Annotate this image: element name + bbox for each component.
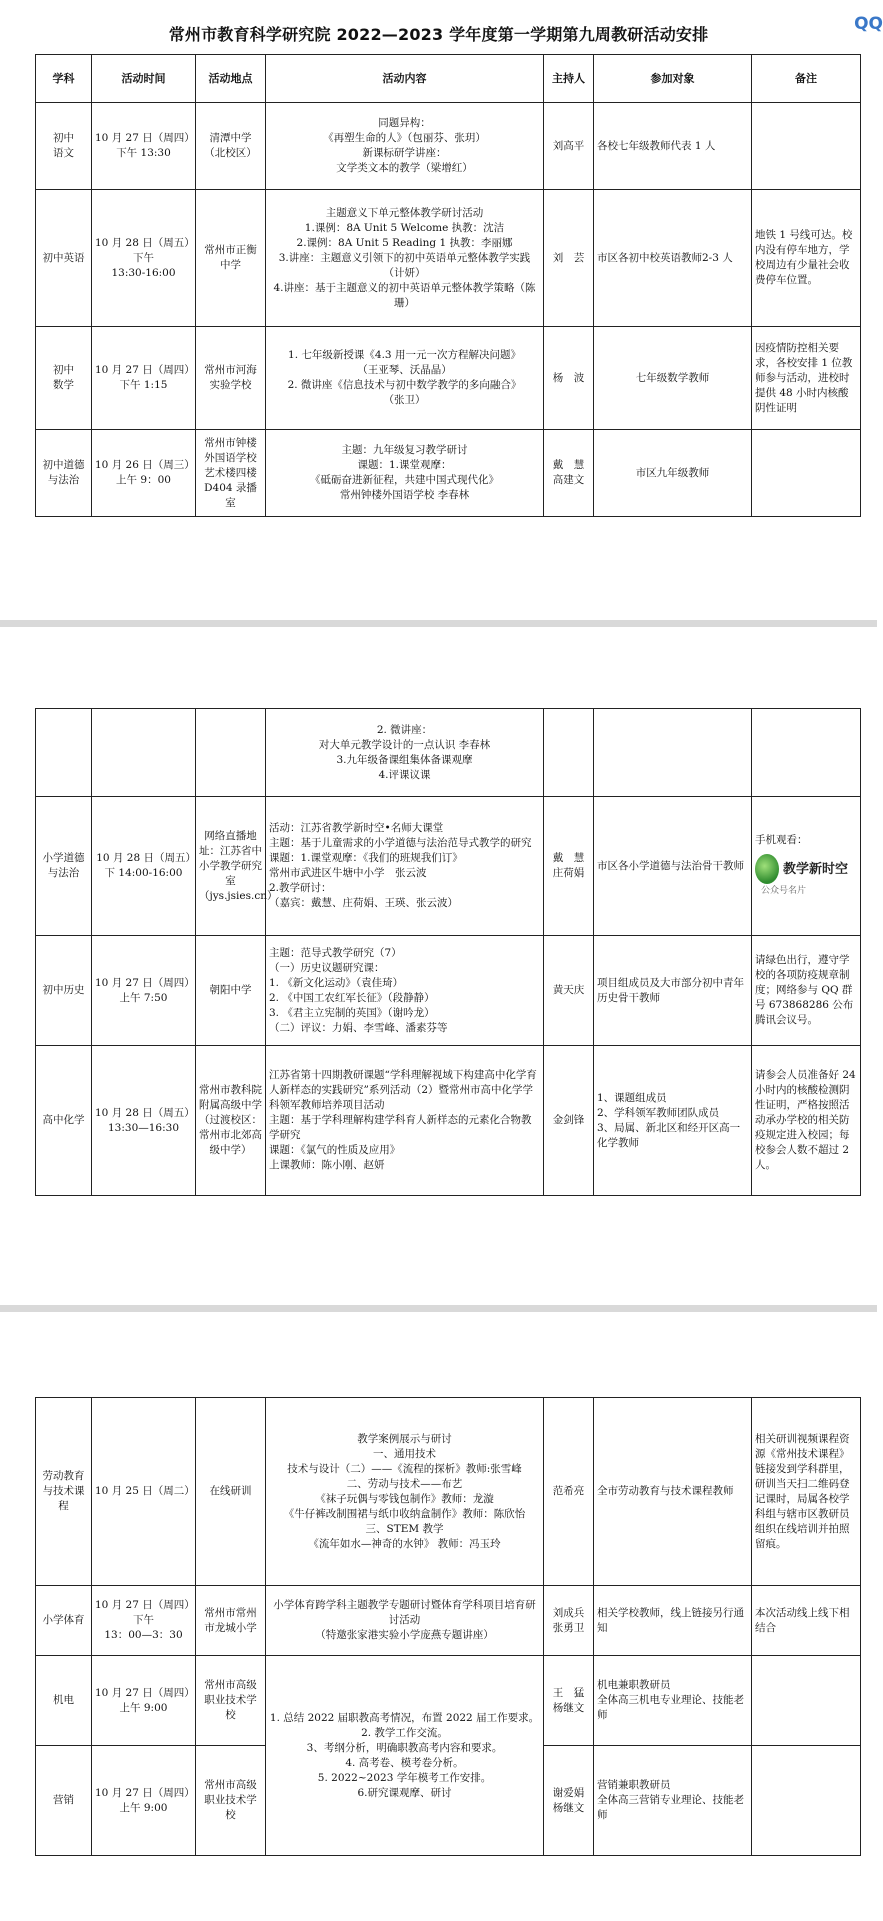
cell-line: （特邀张家港实验小学庞燕专题讲座） [315,1629,494,1641]
cell-line: 3、局属、新北区和经开区高一化学教师 [597,1121,741,1149]
cell-content [266,1398,544,1586]
cell-line: 庄荷娟 [552,867,585,879]
cell-line: 谢爱娟 [552,1786,585,1799]
cell-audience [594,797,752,936]
cell-line: 3.九年级备课组集体备课观摩 [336,753,473,766]
cell-line: 与法治 [47,474,80,486]
cell-line: 3、考纲分析，明确职教高考内容和要求。 [306,1741,503,1754]
cell-subject [36,327,92,430]
cell-line: 常州市高级 [204,1779,257,1791]
cell-line: 刘 芸 [552,251,585,264]
cell-line: 《砥砺奋进新征程，共建中国式现代化》 [310,474,499,486]
cell-place [196,709,266,797]
cell-line: 2. 微讲座《信息技术与初中数学教学的多向融合》 [287,379,522,391]
cell-line: （嘉宾：戴慧、庄荷娟、王瑛、张云波） [269,897,458,909]
cell-note [752,1586,861,1656]
cell-line: （一）历史议题研究课： [269,961,385,974]
cell-line: 10 月 28 日（周五） [95,1106,195,1119]
table-row [36,797,861,936]
table-row [36,190,861,327]
cell-line: 刘成兵 [552,1606,585,1619]
cell-line: 市区各小学道德与法治骨干教师 [597,859,744,872]
cell-audience [594,709,752,797]
cell-line: 各校七年级教师代表 1 人 [597,139,716,152]
cell-host [544,936,594,1046]
cell-subject [36,797,92,936]
cell-line: 13：00—3：30 [104,1629,183,1641]
table-row [36,1398,861,1586]
cell-note [752,709,861,797]
cell-subject [36,190,92,327]
schedule-table-page-1 [35,54,861,517]
cell-line: 地铁 1 号线可达。校内没有停车地方，学校周边有少量社会收费停车位置。 [755,229,853,286]
cell-line: 2、学科领军教师团队成员 [597,1106,720,1119]
cell-note [752,936,861,1046]
cell-line: 《流年如水—神奇的水钟》 教师：冯玉玲 [308,1537,501,1550]
cell-line: 上课教师：陈小刚、赵妍 [269,1159,385,1171]
cell-subject [36,1586,92,1656]
cell-content [266,327,544,430]
cell-line: 上午 9：00 [116,474,171,486]
cell-line: （二）评议：力娟、李雪峰、潘素芬等 [269,1021,448,1034]
cell-line: 初中 [53,132,74,144]
cell-line: 王 猛 [552,1686,585,1699]
cell-line: 张勇卫 [552,1621,585,1634]
cell-line: 10 月 25 日（周二） [95,1485,195,1497]
cell-line: 课题：《氯气的性质及应用》 [269,1144,401,1156]
cell-host [544,103,594,190]
cell-line: 刘高平 [552,139,585,152]
header-note: 备注 [752,55,861,103]
cell-audience [594,327,752,430]
cell-line: 4.评课议课 [378,768,431,781]
cell-audience [594,430,752,517]
cell-line: 对大单元教学设计的一点认识 李春林 [318,738,491,751]
cell-subject [36,430,92,517]
cell-host [544,327,594,430]
cell-line: 职业技术学 [204,1694,257,1706]
cell-line: 高中化学 [42,1114,85,1126]
cell-line: 项目组成员及大市部分初中青年历史骨干教师 [597,976,744,1004]
cell-line: 全市劳动教育与技术课程教师 [597,1485,734,1497]
cell-note [752,1746,861,1856]
cell-line: 营销 [53,1794,74,1806]
cell-line: 课题：1.课堂观摩： [357,459,452,471]
cell-line: 上午 7:50 [119,991,168,1004]
cell-time [92,797,196,936]
cell-line: 10 月 27 日（周四） [95,976,195,989]
cell-content [266,1586,544,1656]
cell-line: 主题：基于儿童需求的小学道德与法治范导式教学的研究 [269,837,532,849]
cell-line: 3.讲座：主题意义引领下的初中英语单元整体教学实践（计妍） [278,251,531,279]
cell-time [92,430,196,517]
cell-line: 因疫情防控相关要求，各校安排 1 位教师参与活动，进校时提供 48 小时内核酸阴性证明 [755,341,853,414]
cell-line: 艺术楼四楼 [204,466,257,479]
schedule-table-page-2 [35,708,861,1196]
cell-content [266,1046,544,1196]
cell-line: 课题：1.课堂观摩：《我们的班规我们订》 [269,852,463,864]
cell-time [92,190,196,327]
cell-note [752,327,861,430]
cell-line: 13:30-16:00 [111,266,176,279]
cell-line: 主题：基于学科理解构建学科育人新样态的元素化合物教学研究 [269,1114,532,1141]
header-subject: 学科 [36,55,92,103]
cell-line: 新课标研学讲座： [362,147,447,159]
cell-line: 初中历史 [42,984,85,996]
cell-line: 戴 慧 [552,459,585,471]
cell-line: 校 [225,1709,236,1721]
cell-line: 技术与设计（二）——《流程的探析》教师:张雪峰 [287,1462,522,1475]
cell-line: 10 月 27 日（周四） [95,364,195,376]
cell-host [544,1656,594,1746]
cell-line: 10 月 26 日（周三） [95,459,195,471]
cell-place [196,797,278,936]
cell-note [752,1656,861,1746]
cell-line: 网络直播地址：江苏省中小学教学研究室（jys.jsies.cn） [199,829,278,902]
cell-line: 相关研训视频课程资源《常州技术课程》链接发到学科群里，研训当天扫二维码登记课时，局属各校学科组与辖市区教研员组织在线培训并拍照留痕。 [755,1432,850,1550]
cell-line: 10 月 27 日（周四） [95,1599,195,1611]
cell-line: 常州市常州 [204,1606,257,1619]
cell-line: 10 月 27 日（周四） [95,1686,195,1699]
cell-line: 教学案例展示与研讨 [357,1432,452,1445]
cell-subject [36,1046,92,1196]
cell-line: 营销兼职教研员 [597,1779,671,1791]
cell-line: 校 [225,1809,236,1821]
cell-line: 初中 [53,364,74,376]
cell-line: 下午 1:15 [119,379,168,391]
cell-line: 1. 《新文化运动》（袁佳琦） [269,976,404,989]
cell-line: 下午 [133,1614,154,1626]
table-row [36,1656,861,1746]
cell-time [92,709,196,797]
cell-line: 2. 教学工作交流。 [361,1726,448,1739]
cell-time [92,1586,196,1656]
table-row [36,327,861,430]
cell-line: 手机观看： [755,834,808,846]
cell-line: 本次活动线上线下相结合 [755,1606,850,1634]
cell-line: 常州市武进区牛塘中小学 张云波 [269,867,427,879]
cell-audience [594,936,752,1046]
cell-line: 主题：九年级复习教学研讨 [341,444,468,456]
cell-line: 机电兼职教研员 [597,1679,671,1691]
cell-line: 机电 [53,1694,74,1706]
header-content: 活动内容 [266,55,544,103]
cell-line: D404 录播室 [204,481,257,509]
cell-line: 与技术课 [42,1485,85,1497]
cell-line: 13:30—16:30 [107,1121,180,1134]
cell-host [544,1586,594,1656]
cell-place [196,103,266,190]
cell-content [266,103,544,190]
cell-line: 清潭中学 [209,132,252,144]
cell-line: 范希亮 [552,1485,585,1497]
cell-line: 外国语学校 [204,451,257,464]
cell-line: 10 月 27 日（周四） [95,132,195,144]
cell-line: 下午 13:30 [116,147,171,159]
cell-content [266,797,544,936]
cell-line: 2.教学研讨： [269,882,332,894]
cell-line: （北校区） [204,147,257,159]
table-row [36,709,861,797]
cell-line: 《再塑生命的人》（包丽芬、张玥） [323,132,486,144]
cell-line: 上午 9:00 [119,1801,168,1814]
cell-line: 主题意义下单元整体教学研讨活动 [325,206,484,219]
cell-line: 2. 《中国工农红军长征》（段静静） [269,991,435,1004]
cell-content [266,190,544,327]
cell-audience [594,1656,752,1746]
cell-line: 市区各初中校英语教师2-3 人 [597,251,733,264]
cell-line: 江苏省第十四期教研课题“学科理解视域下构建高中化学育人新样态的实践研究”系列活动（2）暨常州市高中化学学科领军教师培养项目活动 [269,1069,537,1111]
cell-host [544,797,594,936]
cell-host [544,430,594,517]
cell-line: 同题异构： [378,117,431,129]
cell-note [752,103,861,190]
cell-line: 常州市高级 [204,1679,257,1691]
cell-line: 《袜子玩偶与零钱包制作》教师：龙漩 [315,1492,494,1505]
cell-time [92,936,196,1046]
header-place: 活动地点 [196,55,266,103]
header-audience: 参加对象 [594,55,752,103]
cell-line: 4. 高考卷、模考卷分析。 [345,1756,464,1769]
cell-host [544,1746,594,1856]
cell-place [196,327,266,430]
cell-line: 小学体育跨学科主题教学专题研讨暨体育学科项目培育研讨活动 [273,1599,536,1626]
wechat-account-logo [755,854,857,884]
cell-subject [36,709,92,797]
cell-subject [36,103,92,190]
cell-subject [36,936,92,1046]
cell-time [92,103,196,190]
cell-line: 黄天庆 [552,984,585,996]
cell-place [196,1746,266,1856]
cell-line: 二、劳动与技术——布艺 [346,1477,463,1490]
cell-time [92,1046,196,1196]
page-separator-1 [0,620,877,627]
cell-line: 程 [58,1500,69,1512]
cell-line: 活动：江苏省教学新时空•名师大课堂 [269,822,444,834]
cell-line: 5. 2022~2023 学年模考工作安排。 [317,1771,492,1784]
cell-line: 在线研训 [209,1485,252,1497]
cell-host [544,1046,594,1196]
cell-line: （张卫） [383,394,426,406]
cell-line: 杨继文 [552,1701,585,1714]
cell-host [544,709,594,797]
cell-place [196,936,266,1046]
cell-line: 市龙城小学 [204,1621,257,1634]
cell-line: 杨继文 [552,1801,585,1814]
cell-place [196,1398,266,1586]
cell-content [266,936,544,1046]
cell-line: 下午 [133,251,154,264]
cell-line: 1. 七年级新授课《4.3 用一元一次方程解决问题》 [288,349,521,361]
cell-line: 请绿色出行，遵守学校的各项防疫规章制度；网络参与 QQ 群号 673868286 公布腾讯会议号。 [755,954,854,1026]
table-row [36,430,861,517]
cell-content [266,430,544,517]
cell-place [196,1046,266,1196]
cell-line: 请参会人员准备好 24 小时内的核酸检测阴性证明，严格按照活动承办学校的相关防疫规定进入校园；每校参会人数不超过 2 人。 [755,1069,856,1171]
cell-line: 朝阳中学 [209,984,252,996]
cell-note [752,1398,861,1586]
cell-line: 3. 《君主立宪制的英国》（谢吟龙） [269,1006,435,1019]
cell-line: 市区九年级教师 [635,466,710,479]
leaf-icon [755,854,779,884]
cell-line: 2.课例：8A Unit 5 Reading 1 执教：李丽娜 [296,236,513,249]
cell-content [266,1656,544,1856]
cell-line: 上午 9:00 [119,1701,168,1714]
cell-line: 常州市河海 [204,364,257,376]
cell-line: 10 月 27 日（周四） [95,1786,195,1799]
cell-time [92,327,196,430]
cell-line: 初中英语 [42,251,85,264]
cell-time [92,1746,196,1856]
cell-line: 全体高三营销专业理论、技能老师 [597,1794,744,1821]
cell-place [196,430,266,517]
cell-line: 常州钟楼外国语学校 李春林 [339,489,470,501]
cell-line: （王亚琴、沃晶晶） [357,364,452,376]
cell-line: 文学类文本的教学（梁增红） [336,162,473,174]
cell-line: 杨 波 [552,371,585,384]
table-row [36,1586,861,1656]
cell-subject [36,1398,92,1586]
cell-place [196,190,266,327]
cell-line: 数学 [53,379,74,391]
document-title: 常州市教育科学研究院 2022—2023 学年度第一学期第九周教研活动安排 [168,25,709,44]
cell-line: 主题：范导式教学研究（7） [269,946,402,959]
header-time: 活动时间 [92,55,196,103]
cell-line: 1. 总结 2022 届职教高考情况，布置 2022 届工作要求。 [269,1711,540,1724]
cell-line: 戴 慧 [552,852,585,864]
cell-line: 七年级数学教师 [635,371,710,384]
cell-line: 初中道德 [42,459,85,471]
cell-note [752,1046,861,1196]
cell-host [544,1398,594,1586]
cell-line: 与法治 [47,867,80,879]
cell-line: 相关学校教师，线上链接另行通知 [597,1606,744,1634]
cell-line: 10 月 28 日（周五）下 14:00-16:00 [96,852,191,879]
cell-audience [594,1398,752,1586]
table-row [36,936,861,1046]
header-host: 主持人 [544,55,594,103]
qq-watermark: QQ [854,14,883,34]
cell-audience [594,1586,752,1656]
cell-line: 语文 [53,147,74,159]
page-separator-2 [0,1305,877,1312]
cell-place [196,1656,266,1746]
cell-line: 实验学校 [209,379,252,391]
cell-audience [594,1046,752,1196]
cell-line: 10 月 28 日（周五） [95,236,195,249]
cell-content [266,709,544,797]
cell-line: 《牛仔裤改制围裙与纸巾收纳盒制作》教师：陈欣怡 [283,1507,526,1520]
cell-line: 常州市钟楼 [204,436,257,449]
table-row [36,1046,861,1196]
cell-line: 小学道德 [42,852,85,864]
cell-subject [36,1656,92,1746]
cell-line: 一、通用技术 [373,1447,436,1460]
cell-time [92,1398,196,1586]
cell-line: 全体高三机电专业理论、技能老师 [597,1694,744,1721]
cell-line: 中学 [220,259,241,271]
cell-audience [594,190,752,327]
cell-time [92,1656,196,1746]
logo-text: 教学新时空 [783,861,849,877]
cell-line: 1、课题组成员 [597,1091,667,1104]
cell-line: 6.研究课观摩、研讨 [357,1786,452,1799]
cell-host [544,190,594,327]
logo-subtitle: 公众号名片 [761,886,807,896]
cell-audience [594,1746,752,1856]
cell-audience [594,103,752,190]
cell-line: 小学体育 [42,1614,85,1626]
schedule-table-page-3 [35,1397,861,1856]
cell-note [752,430,861,517]
cell-line: 劳动教育 [42,1470,85,1482]
cell-line: 1.课例：8A Unit 5 Welcome 执教：沈洁 [304,221,505,234]
cell-line: 金剑锋 [552,1114,585,1126]
cell-line: 常州市正衡 [204,244,257,256]
cell-note [752,797,861,936]
cell-line: 三、STEM 教学 [365,1522,444,1535]
table-row [36,103,861,190]
cell-line: 常州市教科院附属高级中学（过渡校区：常州市北郊高级中学） [199,1084,262,1156]
cell-line: 职业技术学 [204,1794,257,1806]
cell-line: 4.讲座：基于主题意义的初中英语单元整体教学策略（陈珊） [273,281,536,309]
cell-place [196,1586,266,1656]
cell-note [752,190,861,327]
cell-subject [36,1746,92,1856]
cell-line: 高建文 [552,474,585,486]
cell-line: 2. 微讲座： [376,723,433,736]
